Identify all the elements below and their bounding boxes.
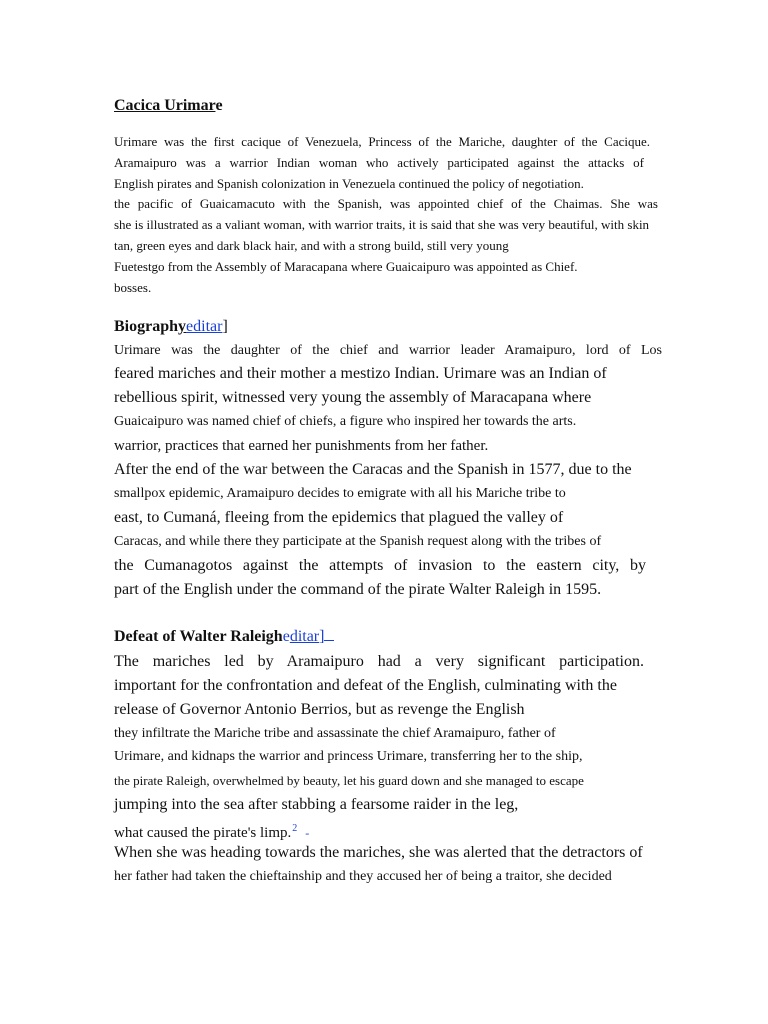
intro-line: English pirates and Spanish colonization in Venezuela continued the policy of negotiation. xyxy=(114,176,584,191)
intro-line: the pacific of Guaicamacuto with the Spanish, was appointed chief of the Chaimas. She was xyxy=(114,196,658,211)
biography-heading-tail: y xyxy=(178,318,187,335)
defeat-line: they infiltrate the Mariche tribe and assassinate the chief Aramaipuro, father of xyxy=(114,726,556,741)
defeat-line: what caused the pirate's limp. xyxy=(114,825,292,841)
intro-line: Aramaipuro was a warrior Indian woman who actively participated against the attacks of xyxy=(114,155,644,170)
defeat-edit-link[interactable]: ditar xyxy=(289,628,320,645)
biography-bracket: ] xyxy=(222,318,228,335)
defeat-line: release of Governor Antonio Berrios, but as revenge the English xyxy=(114,701,525,718)
defeat-paragraph xyxy=(114,650,644,889)
biography-line: the Cumanagotos against the attempts of invasion to the eastern city, by xyxy=(114,557,646,574)
defeat-line: her father had taken the chieftainship and they accused her of being a traitor, she decided xyxy=(114,869,612,884)
defeat-line: the pirate Raleigh, overwhelmed by beauty, let his guard down and she managed to escape xyxy=(114,773,584,788)
defeat-line: important for the confrontation and defeat of the English, culminating with the xyxy=(114,677,617,694)
defeat-line: jumping into the sea after stabbing a fearsome raider in the leg, xyxy=(114,796,519,813)
biography-line: part of the English under the command of the pirate Walter Raleigh in 1595. xyxy=(114,581,602,598)
defeat-line: When she was heading towards the mariches, she was alerted that the detractors of xyxy=(114,844,643,861)
intro-paragraph xyxy=(114,131,658,298)
defeat-line-with-ref xyxy=(114,817,644,841)
biography-heading xyxy=(114,316,228,338)
defeat-heading-text: Defeat of Walter Raleigh xyxy=(114,628,283,645)
biography-line: Guaicaipuro was named chief of chiefs, a figure who inspired her towards the arts. xyxy=(114,414,577,429)
defeat-edit-link-start[interactable]: e xyxy=(282,628,290,645)
defeat-line: The mariches led by Aramaipuro had a very significant participation. xyxy=(114,653,644,670)
defeat-heading xyxy=(114,626,334,648)
biography-line: Caracas, and while there they participate at the Spanish request along with the tribes of xyxy=(114,534,602,549)
biography-line: smallpox epidemic, Aramaipuro decides to emigrate with all his Mariche tribe to xyxy=(114,486,566,501)
biography-line: east, to Cumaná, fleeing from the epidemics that plagued the valley of xyxy=(114,509,564,526)
intro-line: Urimare was the first cacique of Venezuela, Princess of the Mariche, daughter of the Cacique. xyxy=(114,134,650,149)
intro-line: tan, green eyes and dark black hair, and with a strong build, still very young xyxy=(114,238,509,253)
biography-heading-text: Biograph xyxy=(114,318,179,335)
defeat-line: Urimare, and kidnaps the warrior and princess Urimare, transferring her to the ship, xyxy=(114,749,583,764)
intro-line: Fuetestgo from the Assembly of Maracapana where Guaicaipuro was appointed as Chief. xyxy=(114,259,578,274)
biography-line: rebellious spirit, witnessed very young the assembly of Maracapana where xyxy=(114,389,592,406)
intro-line: bosses. xyxy=(114,280,152,295)
biography-line: Urimare was the daughter of the chief and warrior leader Aramaipuro, lord of Los xyxy=(114,343,662,358)
defeat-link-underline xyxy=(324,626,334,641)
title-tail: e xyxy=(215,97,223,114)
biography-line: feared mariches and their mother a mestizo Indian. Urimare was an Indian of xyxy=(114,365,607,382)
biography-edit-link[interactable]: editar xyxy=(186,318,223,335)
reference-link[interactable]: 2 xyxy=(292,823,298,834)
intro-line: she is illustrated as a valiant woman, with warrior traits, it is said that she was very beautiful, with skin xyxy=(114,217,650,232)
defeat-bracket: ] xyxy=(319,628,325,645)
biography-paragraph xyxy=(114,339,662,602)
biography-line: After the end of the war between the Caracas and the Spanish in 1577, due to the xyxy=(114,461,632,478)
title-main: Cacica Urimar xyxy=(114,97,216,114)
reference-dash: - xyxy=(305,826,310,840)
biography-line: warrior, practices that earned her punishments from her father. xyxy=(114,438,489,454)
page-title xyxy=(114,96,223,116)
